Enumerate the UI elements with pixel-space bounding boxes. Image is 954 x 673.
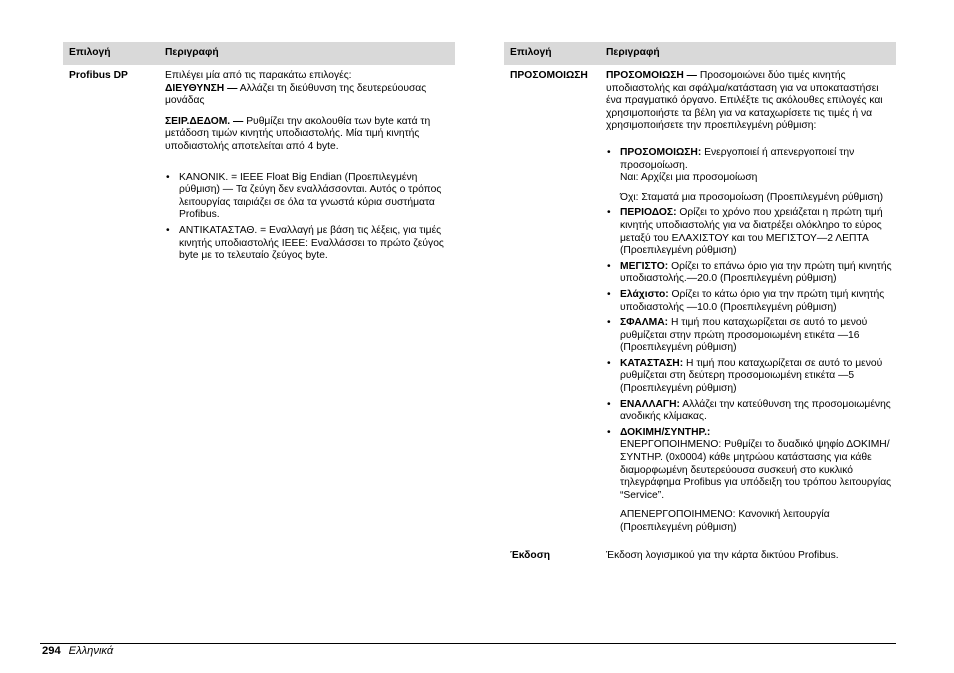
option-name: ΠΡΟΣΟΜΟΙΩΣΗ bbox=[510, 70, 588, 81]
item-label: • ΔΟΚΙΜΗ/ΣΥΝΤΗΡ.: bbox=[620, 426, 711, 438]
header-option: Επιλογή bbox=[510, 47, 552, 59]
item-option-disabled: ΑΠΕΝΕΡΓΟΠΟΙΗΜΕΝΟ: Κανονική λειτουργία (Προεπιλεγμένη ρύθμιση) bbox=[620, 509, 830, 533]
item-text: Η τιμή που καταχωρίζεται σε αυτό το μενού ρυθμίζεται στη δεύτερη προσομοιωμένη ετικέτα —5 (Προεπιλεγμένη ρύθμιση) bbox=[620, 357, 883, 395]
simulation-label: ΠΡΟΣΟΜΟΙΩΣΗ — bbox=[606, 70, 697, 81]
table-row-simulation bbox=[504, 65, 896, 542]
byte-order-text: Ρυθμίζει την ακολουθία των byte κατά τη μετάδοση τιμών κινητής υποδιαστολής. Μία τιμή κινητής υποδιαστολής αποτελείται από 4 byte. bbox=[165, 115, 431, 152]
item-label: Ελάχιστο: bbox=[620, 288, 669, 300]
address-label: ΔΙΕΥΘΥΝΣΗ — bbox=[165, 82, 238, 94]
list-item-simulation bbox=[606, 147, 894, 204]
simulation-list bbox=[606, 147, 894, 535]
item-text: Ορίζει το κάτω όριο για την πρώτη τιμή κινητής υποδιαστολής —10.0 (Προεπιλεγμένη ρύθμιση) bbox=[620, 288, 885, 313]
byte-order-list bbox=[165, 172, 453, 263]
item-text: Ορίζει το επάνω όριο για την πρώτη τιμή κινητής υποδιαστολής.—20.0 (Προεπιλεγμένη ρύθμιση) bbox=[620, 260, 892, 285]
option-name: Έκδοση bbox=[510, 549, 551, 561]
item-label: ΠΕΡΙΟΔΟΣ: bbox=[620, 207, 677, 219]
option-name: Profibus DP bbox=[69, 70, 128, 81]
simulation-text: Προσομοιώνει δύο τιμές κινητής υποδιαστολής και σφάλμα/κατάσταση για να υποκαταστήσει ένα πραγματικό όργανο. Επιλέξτε τις ακόλουθες επιλογές και χρησιμοποιήστε τα βέλη για να καταχωρίσετε τις τιμές ή να χρησιμοποιήσετε την προεπιλεγμένη ρύθμιση: bbox=[606, 70, 883, 132]
item-text: Ορίζει το χρόνο που χρειάζεται η πρώτη τιμή κινητής υποδιαστολής για να διατρέξει ολόκληρο το εύρος μεταξύ του ΕΛΑΧΙΣΤΟΥ και του ΜΕΓΙΣΤΟΥ—2 ΛΕΠΤΑ (Προεπιλεγμένη ρύθμιση) bbox=[620, 207, 883, 257]
table-row-version bbox=[504, 542, 896, 563]
list-item: • KANONIK. = IEEE Float Big Endian (Προεπιλεγμένη ρύθμιση) — Τα ζεύγη δεν εναλλάσσονται. Αυτός ο τρόπος λειτουργίας ταιριάζει σε όλα τα γνωστά κύρια συστήματα Profibus. bbox=[165, 172, 453, 222]
item-option-enabled: ΕΝΕΡΓΟΠΟΙΗΜΕΝΟ: Ρυθμίζει το δυαδικό ψηφίο ΔΟΚΙΜΗ/ΣΥΝΤΗΡ. (0x0004) κάθε μητρώου κατάστασης για κάθε διαμορφωμένη δευτερεύουσα συσκευή στο κυκλικό τηλεγράφημα Profibus για υπόδειξη του τρόπου λειτουργίας “Service”. bbox=[620, 439, 892, 501]
header-description: Περιγραφή bbox=[165, 47, 219, 59]
item-option-no: Όχι: Σταματά μια προσομοίωση (Προεπιλεγμένη ρύθμιση) bbox=[620, 191, 884, 203]
option-description bbox=[606, 70, 896, 542]
option-description bbox=[165, 70, 455, 266]
item-text: Αλλάζει την κατεύθυνση της προσομοιωμένης ανοδικής κλίμακας. bbox=[620, 398, 891, 423]
address-text: Αλλάζει τη διεύθυνση της δευτερεύουσας μονάδας bbox=[165, 82, 427, 107]
table-row-profibus-dp bbox=[63, 65, 455, 266]
item-text: Ενεργοποιεί ή απενεργοποιεί την προσομοίωση. bbox=[620, 146, 855, 171]
table-header bbox=[63, 42, 455, 65]
right-table bbox=[504, 42, 896, 562]
left-table bbox=[63, 42, 455, 266]
list-item-test-maint bbox=[606, 427, 894, 535]
option-description: Έκδοση λογισμικού για την κάρτα δικτύου Profibus. bbox=[606, 549, 839, 561]
header-option: Επιλογή bbox=[69, 47, 111, 59]
list-item-max bbox=[606, 261, 894, 286]
item-label: ΣΦΑΛΜΑ: bbox=[620, 317, 669, 329]
header-description: Περιγραφή bbox=[606, 47, 660, 59]
page-number: 294 bbox=[42, 645, 61, 657]
footer-divider bbox=[40, 643, 896, 644]
item-option-yes: Ναι: Αρχίζει μια προσομοίωση bbox=[620, 172, 758, 184]
page-footer bbox=[42, 645, 113, 658]
language-label: Ελληνικά bbox=[68, 645, 114, 657]
item-label: ΕΝΑΛΛΑΓΗ: bbox=[620, 398, 680, 410]
list-item-period bbox=[606, 207, 894, 257]
list-item: • ΑΝΤΙΚΑΤΑΣΤΑΘ. = Εναλλαγή με βάση τις λέξεις, για τιμές κινητής υποδιαστολής IEEE: Εναλλάσσει το πρώτο ζεύγος byte με το τελευταίο ζεύγος byte. bbox=[165, 225, 453, 263]
intro-text: Επιλέγει μία από τις παρακάτω επιλογές: bbox=[165, 70, 352, 81]
byte-order-label: ΣΕΙΡ.ΔΕΔΟΜ. — bbox=[165, 115, 244, 127]
item-text: Η τιμή που καταχωρίζεται σε αυτό το μενού ρυθμίζεται στην πρώτη προσομοιωμένη ετικέτα —16 (Προεπιλεγμένη ρύθμιση) bbox=[620, 317, 868, 354]
list-item-error bbox=[606, 317, 894, 355]
item-label: ΚΑΤΑΣΤΑΣΗ: bbox=[620, 357, 684, 369]
item-label: ΠΡΟΣΟΜΟΙΩΣΗ: bbox=[620, 146, 702, 158]
list-item-toggle bbox=[606, 399, 894, 424]
list-item-status bbox=[606, 358, 894, 396]
list-item-min bbox=[606, 289, 894, 314]
item-label: ΜΕΓΙΣΤΟ: bbox=[620, 260, 669, 272]
table-header bbox=[504, 42, 896, 65]
